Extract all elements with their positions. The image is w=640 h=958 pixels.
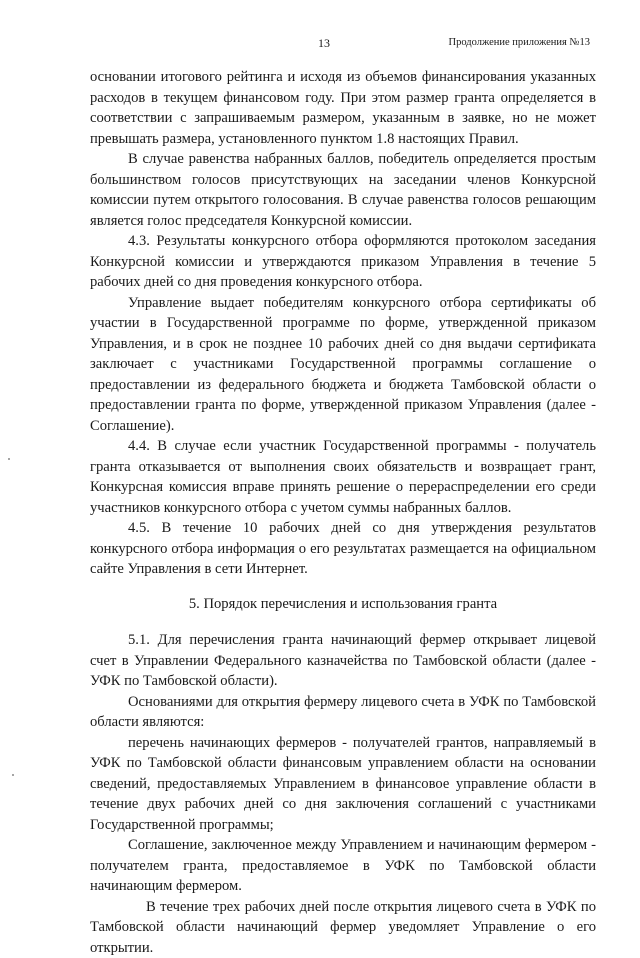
paragraph: 4.4. В случае если участник Государственной программы - получатель гранта отказывается от выполнения своих обязательств и возвращает грант, Конкурсная комиссия вправе принять решение о перераспределении его среди участников конкурсного отбора с учетом суммы набранных баллов. xyxy=(90,436,596,518)
paragraph: 5.1. Для перечисления гранта начинающий фермер открывает лицевой счет в Управлении Федерального казначейства по Тамбовской области (далее - УФК по Тамбовской области). xyxy=(90,630,596,692)
paragraph: Соглашение, заключенное между Управлением и начинающим фермером - получателем гранта, предоставляемое в УФК по Тамбовской области начинающим фермером. xyxy=(90,835,596,897)
paragraph: В случае равенства набранных баллов, победитель определяется простым большинством голосов присутствующих на заседании членов Конкурсной комиссии путем открытого голосования. В случае равенства голосов решающим является голос председателя Конкурсной комиссии. xyxy=(90,149,596,231)
continuation-note: Продолжение приложения №13 xyxy=(449,37,590,48)
paragraph: Управление выдает победителям конкурсного отбора сертификаты об участии в Государственной программе по форме, утвержденной приказом Управления, и в срок не позднее 10 рабочих дней со дня выдачи сертификата заключает с участниками Государственной программы соглашение о предоставлении из федерального бюджета и бюджета Тамбовской области о предоставлении гранта по форме, утвержденной приказом Управления (далее - Соглашение). xyxy=(90,293,596,437)
document-body xyxy=(90,67,596,958)
scan-artifact xyxy=(8,458,10,460)
paragraph: перечень начинающих фермеров - получателей грантов, направляемый в УФК по Тамбовской области финансовым управлением области на основании сведений, предоставляемых Управлением в финансовое управление области в течение двух рабочих дней со дня заключения соглашений с участниками Государственной программы; xyxy=(90,733,596,836)
paragraph: основании итогового рейтинга и исходя из объемов финансирования указанных расходов в текущем финансовом году. При этом размер гранта определяется в соответствии с запрашиваемым размером, указанным в заявке, но не может превышать размера, установленного пунктом 1.8 настоящих Правил. xyxy=(90,67,596,149)
scan-artifact xyxy=(12,774,14,776)
paragraph: В течение трех рабочих дней после открытия лицевого счета в УФК по Тамбовской области начинающий фермер уведомляет Управление о его открытии. xyxy=(90,897,596,958)
section-title: 5. Порядок перечисления и использования гранта xyxy=(90,594,596,615)
paragraph: 4.3. Результаты конкурсного отбора оформляются протоколом заседания Конкурсной комиссии и утверждаются приказом Управления в течение 5 рабочих дней со дня проведения конкурсного отбора. xyxy=(90,231,596,293)
page-number: 13 xyxy=(318,36,330,51)
paragraph: 4.5. В течение 10 рабочих дней со дня утверждения результатов конкурсного отбора информация о его результатах размещается на официальном сайте Управления в сети Интернет. xyxy=(90,518,596,580)
paragraph: Основаниями для открытия фермеру лицевого счета в УФК по Тамбовской области являются: xyxy=(90,692,596,733)
